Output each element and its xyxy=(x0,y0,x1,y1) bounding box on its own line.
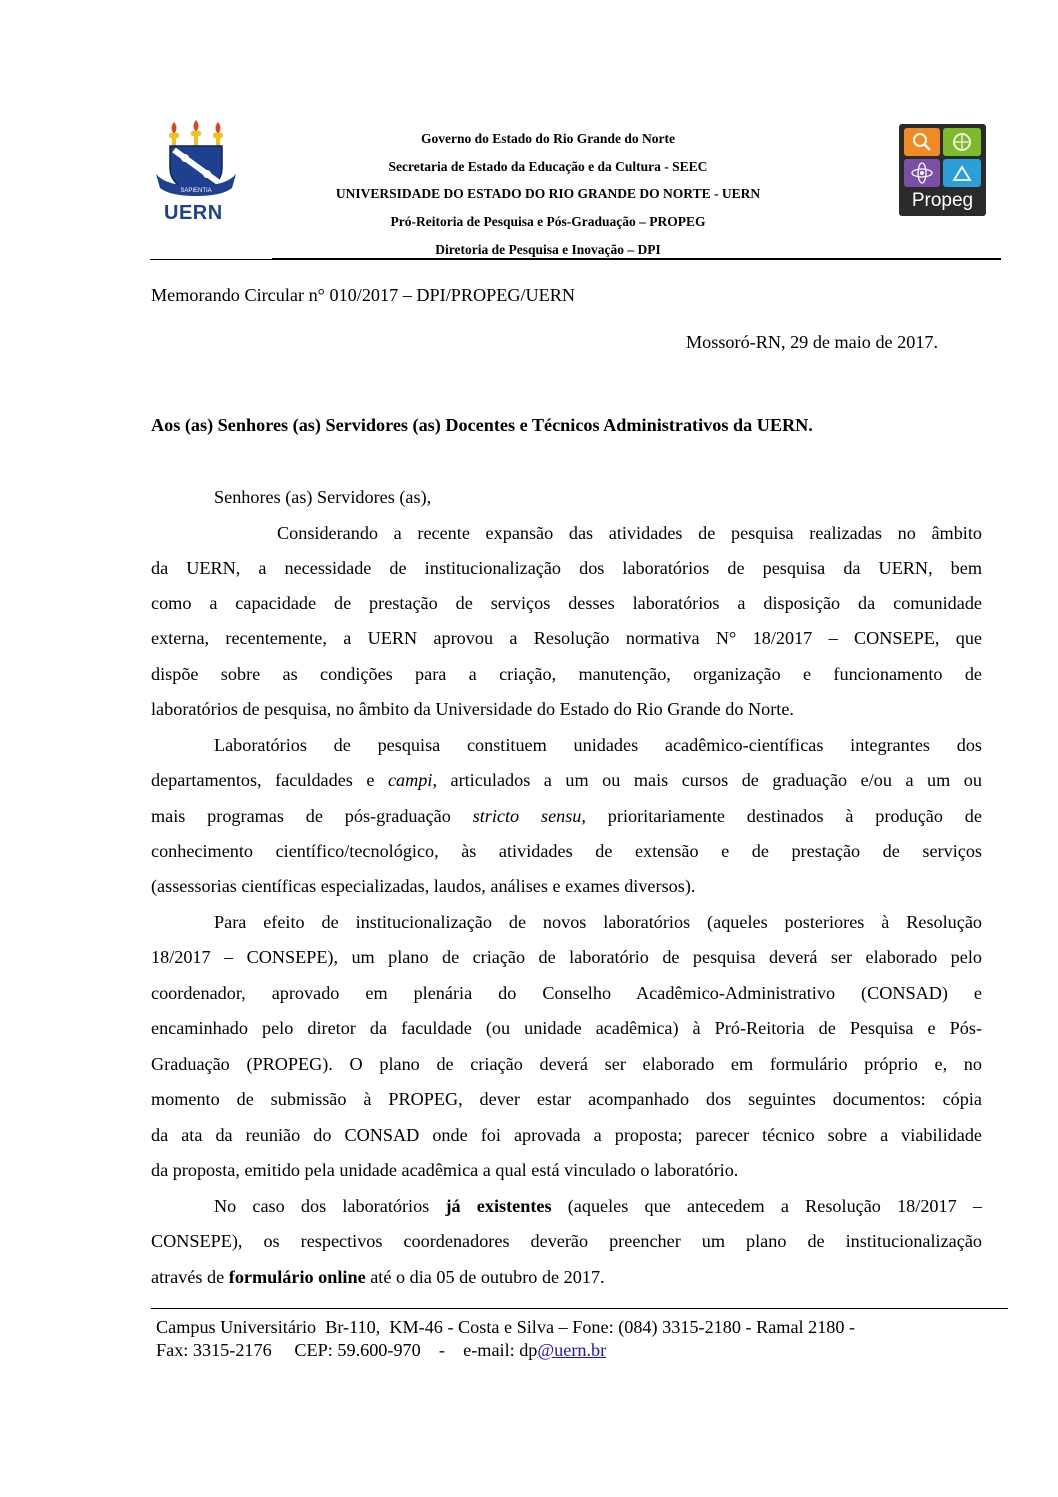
p3-line-7: da ata da reunião do CONSAD onde foi aprovada a proposta; parecer técnico sobre a viabilidade xyxy=(151,1125,982,1145)
p2-line-3a: mais programas de pós-graduação xyxy=(151,806,473,826)
footer-email-link[interactable]: @uern.br xyxy=(537,1340,607,1360)
p2-line-2a: departamentos, faculdades e xyxy=(151,770,388,790)
svg-text:SAPIENTIA: SAPIENTIA xyxy=(180,188,212,194)
header-line-1: Governo do Estado do Rio Grande do Norte xyxy=(421,131,675,146)
p4-line-3a: através de xyxy=(151,1267,229,1287)
memo-recipients: Aos (as) Senhores (as) Servidores (as) Docentes e Técnicos Administrativos da UERN. xyxy=(151,415,813,435)
p4-line-1c: (aqueles que antecedem a Resolução 18/2017 – xyxy=(551,1196,982,1216)
p1-line-1: Considerando a recente expansão das atividades de pesquisa realizadas no âmbito xyxy=(277,523,982,543)
memo-salutation: Senhores (as) Servidores (as), xyxy=(214,487,432,507)
p2-line-3 xyxy=(151,799,982,834)
p3-line-8: da proposta, emitido pela unidade acadêmica a qual está vinculado o laboratório. xyxy=(151,1160,739,1180)
p2-stricto-sensu: stricto sensu xyxy=(472,806,582,826)
p1-line-5: dispõe sobre as condições para a criação, manutenção, organização e funcionamento de xyxy=(151,664,982,684)
header-divider-bold xyxy=(272,258,1001,259)
p3-line-3: coordenador, aprovado em plenária do Conselho Acadêmico-Administrativo (CONSAD) e xyxy=(151,983,982,1003)
propeg-logo-text: Propeg xyxy=(911,190,974,211)
p2-line-1: Laboratórios de pesquisa constituem unidades acadêmico-científicas integrantes dos xyxy=(214,735,982,755)
header-line-5: Diretoria de Pesquisa e Inovação – DPI xyxy=(435,242,661,257)
propeg-logo xyxy=(899,124,986,216)
p2-line-3b: , prioritariamente destinados à produção de xyxy=(581,806,982,826)
footer-line-2a: Fax: 3315-2176 CEP: 59.600-970 - e-mail: dp xyxy=(156,1340,538,1360)
header-line-2: Secretaria de Estado da Educação e da Cultura - SEEC xyxy=(388,159,708,174)
p3-line-4: encaminhado pelo diretor da faculdade (ou unidade acadêmica) à Pró-Reitoria de Pesquisa e Pós- xyxy=(151,1018,982,1038)
memo-date: Mossoró-RN, 29 de maio de 2017. xyxy=(686,332,939,352)
footer-line-1: Campus Universitário Br-110, KM-46 - Costa e Silva – Fone: (084) 3315-2180 - Ramal 2180 - xyxy=(156,1317,856,1337)
p2-line-2 xyxy=(151,763,982,798)
p4-line-3c: até o dia 05 de outubro de 2017. xyxy=(365,1267,605,1287)
p2-line-5: (assessorias científicas especializadas, laudos, análises e exames diversos). xyxy=(151,876,696,896)
p3-line-2: 18/2017 – CONSEPE), um plano de criação de laboratório de pesquisa deverá ser elaborado pelo xyxy=(151,947,982,967)
header-line-4: Pró-Reitoria de Pesquisa e Pós-Graduação – PROPEG xyxy=(390,214,706,229)
p1-line-6: laboratórios de pesquisa, no âmbito da Universidade do Estado do Rio Grande do Norte. xyxy=(151,699,794,719)
p4-line-2: CONSEPE), os respectivos coordenadores deverão preencher um plano de institucionalização xyxy=(151,1231,982,1251)
p4-ja-existentes: já existentes xyxy=(445,1196,552,1216)
p2-line-2b: , articulados a um ou mais cursos de graduação e/ou a um ou xyxy=(432,770,982,790)
header-divider xyxy=(150,259,1001,260)
p4-line-1a: No caso dos laboratórios xyxy=(214,1196,446,1216)
footer-line-2 xyxy=(156,1340,606,1361)
p3-line-6: momento de submissão à PROPEG, dever estar acompanhado dos seguintes documentos: cópia xyxy=(151,1089,982,1109)
p4-formulario-online: formulário online xyxy=(228,1267,366,1287)
footer-divider xyxy=(151,1308,1008,1309)
p2-line-4: conhecimento científico/tecnológico, às atividades de extensão e de prestação de serviços xyxy=(151,841,982,861)
p3-line-1: Para efeito de institucionalização de novos laboratórios (aqueles posteriores à Resolução xyxy=(214,912,982,932)
uern-logo-text: UERN xyxy=(164,202,223,224)
p1-line-2: da UERN, a necessidade de institucionalização dos laboratórios de pesquisa da UERN, bem xyxy=(151,558,982,578)
p1-line-4: externa, recentemente, a UERN aprovou a Resolução normativa N° 18/2017 – CONSEPE, que xyxy=(151,628,982,648)
p1-line-3: como a capacidade de prestação de serviços desses laboratórios a disposição da comunidade xyxy=(151,593,982,613)
header-line-3: UNIVERSIDADE DO ESTADO DO RIO GRANDE DO NORTE - UERN xyxy=(335,186,761,201)
p2-campi: campi xyxy=(387,770,433,790)
memo-number: Memorando Circular n° 010/2017 – DPI/PROPEG/UERN xyxy=(151,285,576,305)
p4-line-3 xyxy=(151,1260,982,1295)
p4-line-1 xyxy=(214,1189,982,1224)
p3-line-5: Graduação (PROPEG). O plano de criação deverá ser elaborado em formulário próprio e, no xyxy=(151,1054,982,1074)
